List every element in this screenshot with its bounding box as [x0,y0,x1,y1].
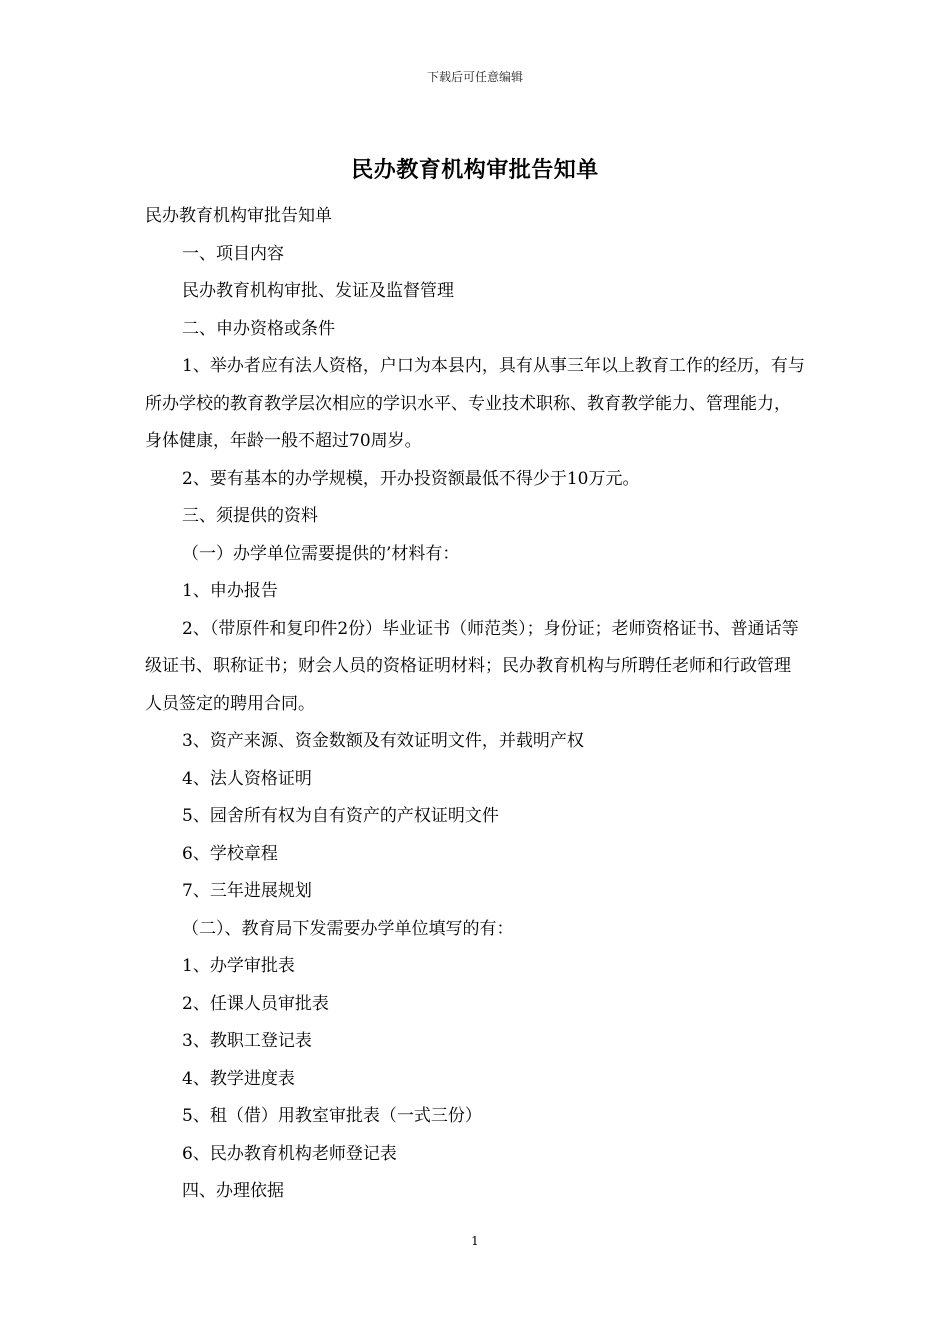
document-title: 民办教育机构审批告知单 [351,157,599,183]
section-heading-materials: 三、须提供的资料 [182,506,318,526]
section-heading-project-content: 一、项目内容 [182,243,284,264]
paragraph-project-description: 民办教育机构审批、发证及监督管理 [182,281,454,301]
subsection-heading-school-materials: （一）办学单位需要提供的’材料有： [182,543,460,564]
section-heading-qualifications: 二、申办资格或条件 [182,318,335,339]
header-note: 下载后可任意编辑 [426,70,523,84]
list-item-asset-source: 3、资产来源、资金数额及有效证明文件，并载明产权 [182,731,584,751]
list-item-classroom-rental-form: 5、租（借）用教室审批表（一式三份） [182,1106,482,1126]
section-heading-basis: 四、办理依据 [182,1181,284,1201]
list-item-legal-person-proof: 4、法人资格证明 [182,768,312,789]
list-item-teacher-register: 6、民办教育机构老师登记表 [182,1143,397,1164]
list-item-approval-form: 1、办学审批表 [182,956,295,976]
list-item-application-report: 1、申办报告 [182,581,278,601]
paragraph-subtitle: 民办教育机构审批告知单 [145,206,332,226]
list-item-staff-register: 3、教职工登记表 [182,1031,312,1051]
list-item-development-plan: 7、三年进展规划 [182,881,312,901]
list-item-teacher-approval-form: 2、任课人员审批表 [182,993,329,1014]
paragraph-qualification-1: 1、举办者应有法人资格，户口为本县内，具有从事三年以上教育工作的经历，有与所办学校的教育教学层次相应的学识水平、专业技术职称、教育教学能力、管理能力，身体健康，年龄一般不超过70周岁。 [145,356,805,451]
list-item-property-proof: 5、园舍所有权为自有资产的产权证明文件 [182,806,499,826]
list-item-school-charter: 6、学校章程 [182,843,278,864]
page-number: 1 [471,1234,479,1248]
document-body [145,198,807,1211]
paragraph-qualification-2: 2、要有基本的办学规模，开办投资额最低不得少于10万元。 [182,468,640,489]
list-item-teaching-schedule: 4、教学进度表 [182,1068,295,1089]
subsection-heading-bureau-forms: （二）、教育局下发需要办学单位填写的有： [182,918,514,939]
list-item-certificates: 2、（带原件和复印件2份）毕业证书（师范类）；身份证；老师资格证书、普通话等级证书、职称证书；财会人员的资格证明材料；民办教育机构与所聘任老师和行政管理人员签定的聘用合同。 [145,618,799,714]
